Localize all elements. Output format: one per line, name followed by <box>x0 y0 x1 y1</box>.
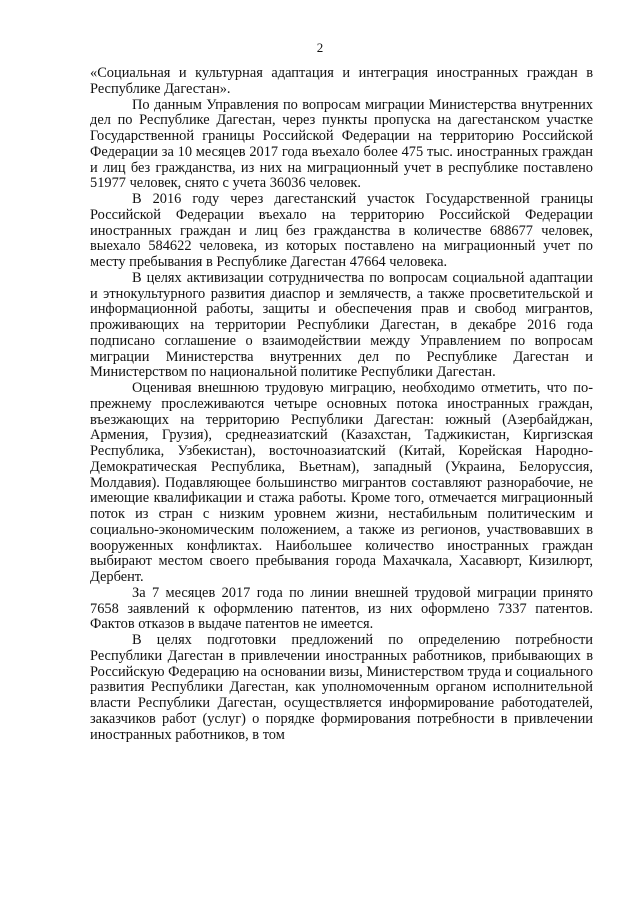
paragraph-6: За 7 месяцев 2017 года по линии внешней трудовой миграции принято 7658 заявлений к оформлению патентов, из них оформлено 7337 патентов. Фактов отказов в выдаче патентов не имеется. <box>90 584 593 633</box>
paragraph-4: В целях активизации сотрудничества по вопросам социальной адаптации и этнокультурного развития диаспор и землячеств, а также просветительской и информационной работы, защиты и обеспечения прав и свобод мигрантов, проживающих на территории Республики Дагестан, в декабре 2016 года подписано соглашение о взаимодействии между Управлением по вопросам миграции Министерства внутренних дел по Республике Дагестан и Министерством по национальной политике Республики Дагестан. <box>90 269 593 381</box>
paragraph-1: «Социальная и культурная адаптация и интеграция иностранных граждан в Республике Дагестан». <box>90 65 593 97</box>
page-number: 2 <box>316 40 324 55</box>
paragraph-2: По данным Управления по вопросам миграции Министерства внутренних дел по Республике Дагестан, через пункты пропуска на дагестанском участке Государственной границы Российской Федерации на территорию Российской Федерации за 10 месяцев 2017 года въехало более 475 тыс. иностранных граждан и лиц без гражданства, из них на миграционный учет в республике поставлено 51977 человек, снято с учета 36036 человек. <box>90 96 593 192</box>
paragraph-5: Оценивая внешнюю трудовую миграцию, необходимо отметить, что по-прежнему прослеживаются четыре основных потока иностранных граждан, въезжающих на территорию Республики Дагестан: южный (Азербайджан, Армения, Грузия), среднеазиатский (Казахстан, Таджикистан, Киргизская Республика, Узбекистан), восточноазиатский (Китай, Корейская Народно-Демократическая Республика, Вьетнам), западный (Украина, Белоруссия, Молдавия). Подавляющее большинство мигрантов составляют разнорабочие, не имеющие квалификации и стажа работы. Кроме того, отмечается миграционный поток из стран с низким уровнем жизни, нестабильным политическим и социально-экономическим положением, а также из регионов, участвовавших в вооруженных конфликтах. Наибольшее количество иностранных граждан выбирают местом своего пребывания города Махачкала, Хасавюрт, Кизилюрт, Дербент. <box>90 380 593 585</box>
document-body <box>90 66 593 743</box>
paragraph-7: В целях подготовки предложений по определению потребности Республики Дагестан в привлечении иностранных работников, прибывающих в Российскую Федерацию на основании визы, Министерством труда и социального развития Республики Дагестан, как уполномоченным органом исполнительной власти Республики Дагестан, осуществляется информирование работодателей, заказчиков работ (услуг) о порядке формирования потребности в привлечении иностранных работников, в том <box>90 632 593 743</box>
paragraph-3: В 2016 году через дагестанский участок Государственной границы Российской Федерации въехало на территорию Российской Федерации иностранных граждан и лиц без гражданства в количестве 688677 человек, выехало 584622 человека, из которых поставлено на миграционный учет по месту пребывания в Республике Дагестан 47664 человека. <box>90 191 593 270</box>
